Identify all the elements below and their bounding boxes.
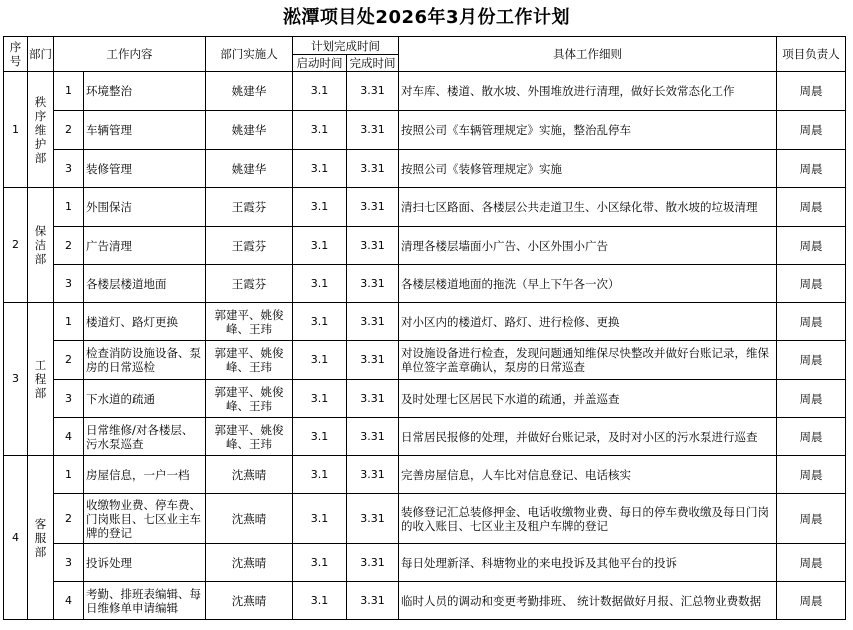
- work-detail-cell: 对小区内的楼道灯、路灯、进行检修、更换: [399, 303, 777, 341]
- row-number-cell: 2: [54, 111, 84, 150]
- work-content-cell: 各楼层楼道地面: [84, 265, 206, 303]
- work-content-cell: 投诉处理: [84, 544, 206, 582]
- executor-cell: 王霞芬: [206, 188, 293, 227]
- owner-cell: 周晨: [777, 544, 846, 582]
- owner-cell: 周晨: [777, 456, 846, 494]
- table-row: [4, 341, 846, 380]
- finish-time-cell: 3.31: [347, 494, 399, 544]
- finish-time-cell: 3.31: [347, 227, 399, 265]
- finish-time-cell: 3.31: [347, 418, 399, 456]
- header-owner: 项目负责人: [777, 37, 846, 72]
- executor-cell: 沈燕晴: [206, 494, 293, 544]
- owner-cell: 周晨: [777, 380, 846, 418]
- finish-time-cell: 3.31: [347, 188, 399, 227]
- work-detail-cell: 对车库、楼道、散水坡、外围堆放进行清理，做好长效常态化工作: [399, 72, 777, 111]
- owner-cell: 周晨: [777, 227, 846, 265]
- finish-time-cell: 3.31: [347, 303, 399, 341]
- row-number-cell: 3: [54, 150, 84, 188]
- work-content-cell: 装修管理: [84, 150, 206, 188]
- finish-time-cell: 3.31: [347, 380, 399, 418]
- document-title: 淞潭项目处2026年3月份工作计划: [282, 7, 571, 28]
- row-number-cell: 1: [54, 456, 84, 494]
- work-content-cell: 收缴物业费、停车费、门岗账目、七区业主车牌的登记: [84, 494, 206, 544]
- executor-cell: 沈燕晴: [206, 544, 293, 582]
- table-body: [4, 72, 846, 620]
- start-time-cell: 3.1: [293, 418, 347, 456]
- executor-cell: 郭建平、姚俊峰、王玮: [206, 341, 293, 380]
- group-seq-cell: 1: [4, 72, 28, 188]
- row-number-cell: 3: [54, 544, 84, 582]
- work-detail-cell: 日常居民报修的处理，并做好台账记录，及时对小区的污水泵进行巡查: [399, 418, 777, 456]
- start-time-cell: 3.1: [293, 494, 347, 544]
- table-row: [4, 582, 846, 620]
- row-number-cell: 1: [54, 72, 84, 111]
- start-time-cell: 3.1: [293, 265, 347, 303]
- executor-cell: 郭建平、姚俊峰、王玮: [206, 303, 293, 341]
- header-content: 工作内容: [54, 37, 206, 72]
- work-content-cell: 房屋信息，一户一档: [84, 456, 206, 494]
- group-seq-cell: 3: [4, 303, 28, 456]
- work-content-cell: 日常维修/对各楼层、污水泵巡查: [84, 418, 206, 456]
- executor-cell: 沈燕晴: [206, 456, 293, 494]
- work-content-cell: 环境整治: [84, 72, 206, 111]
- header-start: 启动时间: [293, 55, 347, 72]
- start-time-cell: 3.1: [293, 111, 347, 150]
- owner-cell: 周晨: [777, 582, 846, 620]
- finish-time-cell: 3.31: [347, 544, 399, 582]
- group-dept-cell: 客服部: [28, 456, 54, 620]
- owner-cell: 周晨: [777, 494, 846, 544]
- group-dept-cell: 工程部: [28, 303, 54, 456]
- start-time-cell: 3.1: [293, 456, 347, 494]
- group-dept-cell: 保洁部: [28, 188, 54, 303]
- owner-cell: 周晨: [777, 111, 846, 150]
- finish-time-cell: 3.31: [347, 150, 399, 188]
- start-time-cell: 3.1: [293, 72, 347, 111]
- header-seq: 序号: [4, 37, 28, 72]
- owner-cell: 周晨: [777, 265, 846, 303]
- header-detail: 具体工作细则: [399, 37, 777, 72]
- work-detail-cell: 临时人员的调动和变更考勤排班、 统计数据做好月报、汇总物业费数据: [399, 582, 777, 620]
- work-detail-cell: 对设施设备进行检查，发现问题通知维保尽快整改并做好台账记录，维保单位签字盖章确认，泵房的日常巡查: [399, 341, 777, 380]
- work-detail-cell: 及时处理七区居民下水道的疏通，并盖巡查: [399, 380, 777, 418]
- work-content-cell: 考勤、排班表编辑、每日维修单申请编辑: [84, 582, 206, 620]
- work-detail-cell: 各楼层楼道地面的拖洗（早上下午各一次）: [399, 265, 777, 303]
- table-row: [4, 380, 846, 418]
- header-row-1: [4, 37, 846, 55]
- header-time-group: 计划完成时间: [293, 37, 399, 55]
- row-number-cell: 2: [54, 227, 84, 265]
- row-number-cell: 3: [54, 380, 84, 418]
- table-row: [4, 456, 846, 494]
- table-row: [4, 418, 846, 456]
- header-executor: 部门实施人: [206, 37, 293, 72]
- work-content-cell: 下水道的疏通: [84, 380, 206, 418]
- start-time-cell: 3.1: [293, 188, 347, 227]
- finish-time-cell: 3.31: [347, 456, 399, 494]
- work-detail-cell: 装修登记汇总装修押金、电话收缴物业费、每日的停车费收缴及每日门岗的收入账目、七区业主及租户车牌的登记: [399, 494, 777, 544]
- finish-time-cell: 3.31: [347, 265, 399, 303]
- work-content-cell: 楼道灯、路灯更换: [84, 303, 206, 341]
- table-row: [4, 544, 846, 582]
- work-detail-cell: 清扫七区路面、各楼层公共走道卫生、小区绿化带、散水坡的垃圾清理: [399, 188, 777, 227]
- executor-cell: 郭建平、姚俊峰、王玮: [206, 418, 293, 456]
- work-detail-cell: 清理各楼层墙面小广告、小区外围小广告: [399, 227, 777, 265]
- executor-cell: 郭建平、姚俊峰、王玮: [206, 380, 293, 418]
- start-time-cell: 3.1: [293, 227, 347, 265]
- finish-time-cell: 3.31: [347, 582, 399, 620]
- executor-cell: 姚建华: [206, 72, 293, 111]
- table-row: [4, 494, 846, 544]
- executor-cell: 姚建华: [206, 150, 293, 188]
- work-detail-cell: 按照公司《车辆管理规定》实施，整治乱停车: [399, 111, 777, 150]
- work-content-cell: 车辆管理: [84, 111, 206, 150]
- work-detail-cell: 完善房屋信息，人车比对信息登记、电话核实: [399, 456, 777, 494]
- group-dept-cell: 秩序维护部: [28, 72, 54, 188]
- row-number-cell: 1: [54, 303, 84, 341]
- row-number-cell: 3: [54, 265, 84, 303]
- table-row: [4, 265, 846, 303]
- executor-cell: 沈燕晴: [206, 582, 293, 620]
- work-content-cell: 广告清理: [84, 227, 206, 265]
- table-row: [4, 150, 846, 188]
- start-time-cell: 3.1: [293, 303, 347, 341]
- row-number-cell: 2: [54, 494, 84, 544]
- start-time-cell: 3.1: [293, 582, 347, 620]
- owner-cell: 周晨: [777, 72, 846, 111]
- owner-cell: 周晨: [777, 341, 846, 380]
- table-row: [4, 188, 846, 227]
- work-plan-table: [3, 36, 846, 620]
- finish-time-cell: 3.31: [347, 72, 399, 111]
- start-time-cell: 3.1: [293, 380, 347, 418]
- table-row: [4, 111, 846, 150]
- start-time-cell: 3.1: [293, 544, 347, 582]
- executor-cell: 王霞芬: [206, 227, 293, 265]
- row-number-cell: 2: [54, 341, 84, 380]
- header-finish: 完成时间: [347, 55, 399, 72]
- group-seq-cell: 4: [4, 456, 28, 620]
- start-time-cell: 3.1: [293, 341, 347, 380]
- finish-time-cell: 3.31: [347, 111, 399, 150]
- owner-cell: 周晨: [777, 303, 846, 341]
- executor-cell: 王霞芬: [206, 265, 293, 303]
- finish-time-cell: 3.31: [347, 341, 399, 380]
- row-number-cell: 4: [54, 582, 84, 620]
- header-dept: 部门: [28, 37, 54, 72]
- owner-cell: 周晨: [777, 418, 846, 456]
- start-time-cell: 3.1: [293, 150, 347, 188]
- owner-cell: 周晨: [777, 188, 846, 227]
- executor-cell: 姚建华: [206, 111, 293, 150]
- group-seq-cell: 2: [4, 188, 28, 303]
- work-content-cell: 检查消防设施设备、泵房的日常巡检: [84, 341, 206, 380]
- table-row: [4, 72, 846, 111]
- table-row: [4, 227, 846, 265]
- row-number-cell: 1: [54, 188, 84, 227]
- row-number-cell: 4: [54, 418, 84, 456]
- work-detail-cell: 每日处理新泽、科塘物业的来电投诉及其他平台的投诉: [399, 544, 777, 582]
- work-content-cell: 外围保洁: [84, 188, 206, 227]
- owner-cell: 周晨: [777, 150, 846, 188]
- work-detail-cell: 按照公司《装修管理规定》实施: [399, 150, 777, 188]
- table-row: [4, 303, 846, 341]
